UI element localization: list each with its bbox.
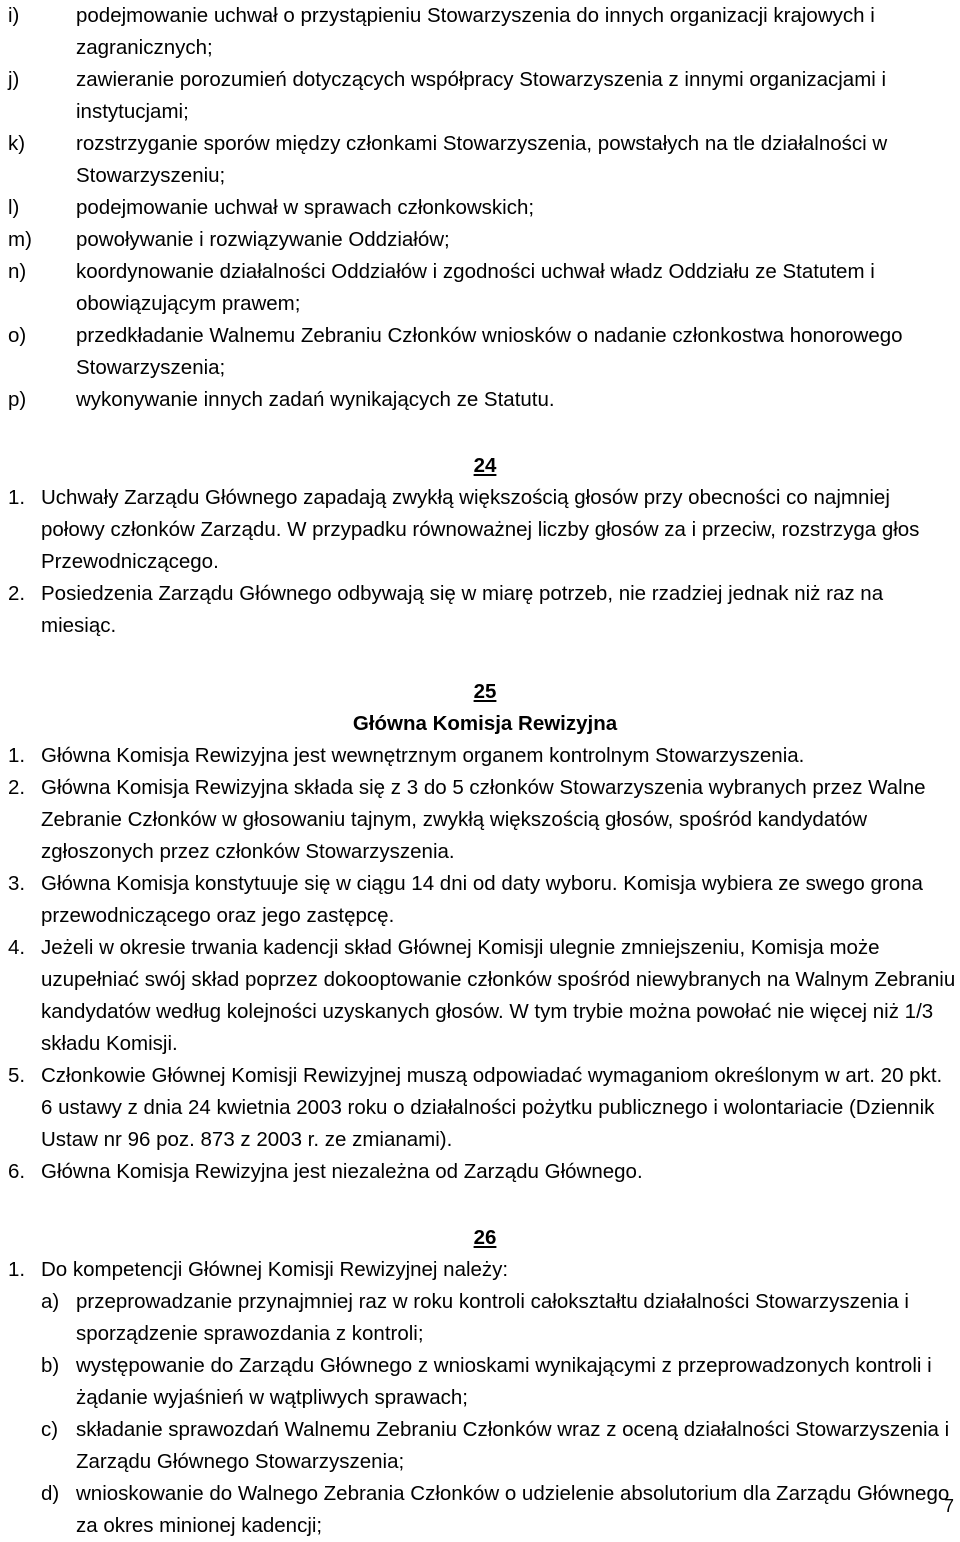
spacer [0, 1188, 960, 1222]
item-marker: j) [8, 68, 20, 91]
list-item [0, 320, 960, 384]
list-item [0, 1286, 960, 1350]
item-text: Jeżeli w okresie trwania kadencji skład Głównej Komisji ulegnie zmniejszeniu, Komisja może uzupełniać swój skład poprzez dokooptowanie członków spośród niewybranych na Walnym Zebraniu kandydatów według kolejności uzyskanych głosów. W tym trybie można powołać nie więcej niż 1/3 składu Komisji. [41, 936, 956, 1055]
item-marker: k) [8, 132, 26, 155]
item-text: podejmowanie uchwał o przystąpieniu Stowarzyszenia do innych organizacji krajowych i zagranicznych; [76, 4, 875, 59]
item-text: Główna Komisja Rewizyjna jest wewnętrznym organem kontrolnym Stowarzyszenia. [41, 744, 805, 767]
item-marker: 2. [8, 776, 26, 799]
list-item [0, 256, 960, 320]
list-item [0, 1350, 960, 1414]
section-title: Główna Komisja Rewizyjna [352, 712, 618, 735]
item-marker: i) [8, 4, 20, 27]
numbered-item [0, 1156, 960, 1188]
item-text: Główna Komisja konstytuuje się w ciągu 14 dni od daty wyboru. Komisja wybiera ze swego grona przewodniczącego oraz jego zastępcę. [41, 872, 923, 927]
item-text: koordynowanie działalności Oddziałów i zgodności uchwał władz Oddziału ze Statutem i obowiązującym prawem; [76, 260, 875, 315]
item-text: przeprowadzanie przynajmniej raz w roku kontroli całokształtu działalności Stowarzyszenia i sporządzenie sprawozdania z kontroli; [76, 1290, 909, 1345]
numbered-item [0, 1254, 960, 1286]
list-item [0, 0, 960, 64]
spacer [0, 416, 960, 450]
page-number: 7 [943, 1496, 954, 1516]
list-item [0, 1478, 960, 1542]
list-item [0, 64, 960, 128]
item-text: podejmowanie uchwał w sprawach członkowskich; [76, 196, 535, 219]
section-25 [0, 676, 960, 1188]
item-text: powoływanie i rozwiązywanie Oddziałów; [76, 228, 450, 251]
list-item [0, 1414, 960, 1478]
section-24 [0, 450, 960, 642]
competence-list [0, 0, 960, 416]
section-number: 25 [473, 680, 497, 703]
section-26 [0, 1222, 960, 1542]
spacer [0, 642, 960, 676]
item-marker: 1. [8, 744, 26, 767]
item-marker: 1. [8, 1258, 26, 1281]
item-marker: p) [8, 388, 27, 411]
item-text: przedkładanie Walnemu Zebraniu Członków wniosków o nadanie członkostwa honorowego Stowarzyszenia; [76, 324, 903, 379]
item-text: wykonywanie innych zadań wynikających ze Statutu. [76, 388, 555, 411]
numbered-item [0, 578, 960, 642]
list-item [0, 128, 960, 192]
numbered-item [0, 772, 960, 868]
item-marker: c) [41, 1418, 59, 1441]
item-text: występowanie do Zarządu Głównego z wnioskami wynikającymi z przeprowadzonych kontroli i żądanie wyjaśnień w wątpliwych sprawach; [76, 1354, 932, 1409]
item-marker: o) [8, 324, 27, 347]
item-marker: a) [41, 1290, 60, 1313]
item-text: Do kompetencji Głównej Komisji Rewizyjnej należy: [41, 1258, 509, 1281]
item-text: wnioskowanie do Walnego Zebrania Członków o udzielenie absolutorium dla Zarządu Głównego za okres minionej kadencji; [76, 1482, 950, 1537]
list-item [0, 192, 960, 224]
item-text: Członkowie Głównej Komisji Rewizyjnej muszą odpowiadać wymaganiom określonym w art. 20 pkt. 6 ustawy z dnia 24 kwietnia 2003 roku o działalności pożytku publicznego i wolontariacie (Dziennik Ustaw nr 96 poz. 873 z 2003 r. ze zmianami). [41, 1064, 943, 1151]
item-marker: d) [41, 1482, 60, 1505]
item-marker: 6. [8, 1160, 26, 1183]
item-marker: 2. [8, 582, 26, 605]
list-item [0, 384, 960, 416]
item-text: składanie sprawozdań Walnemu Zebraniu Członków wraz z oceną działalności Stowarzyszenia i Zarządu Głównego Stowarzyszenia; [76, 1418, 950, 1473]
item-marker: 1. [8, 486, 26, 509]
item-marker: b) [41, 1354, 60, 1377]
section-number: 26 [473, 1226, 497, 1249]
numbered-item [0, 740, 960, 772]
item-marker: 5. [8, 1064, 26, 1087]
list-item [0, 224, 960, 256]
item-text: Główna Komisja Rewizyjna jest niezależna od Zarządu Głównego. [41, 1160, 643, 1183]
item-text: zawieranie porozumień dotyczących współpracy Stowarzyszenia z innymi organizacjami i instytucjami; [76, 68, 887, 123]
item-text: rozstrzyganie sporów między członkami Stowarzyszenia, powstałych na tle działalności w Stowarzyszeniu; [76, 132, 888, 187]
item-marker: m) [8, 228, 32, 251]
numbered-item [0, 1060, 960, 1156]
item-marker: n) [8, 260, 27, 283]
item-text: Główna Komisja Rewizyjna składa się z 3 do 5 członków Stowarzyszenia wybranych przez Walne Zebranie Członków w głosowaniu tajnym, zwykłą większością głosów, spośród kandydatów zgłoszonych przez członków Stowarzyszenia. [41, 776, 926, 863]
numbered-item [0, 932, 960, 1060]
item-marker: l) [8, 196, 20, 219]
item-marker: 3. [8, 872, 26, 895]
numbered-item [0, 482, 960, 578]
numbered-item [0, 868, 960, 932]
item-text: Uchwały Zarządu Głównego zapadają zwykłą większością głosów przy obecności co najmniej połowy członków Zarządu. W przypadku równoważnej liczby głosów za i przeciw, rozstrzyga głos Przewodniczącego. [41, 486, 920, 573]
item-text: Posiedzenia Zarządu Głównego odbywają się w miarę potrzeb, nie rzadziej jednak niż raz na miesiąc. [41, 582, 884, 637]
section-number: 24 [473, 454, 497, 477]
item-marker: 4. [8, 936, 26, 959]
